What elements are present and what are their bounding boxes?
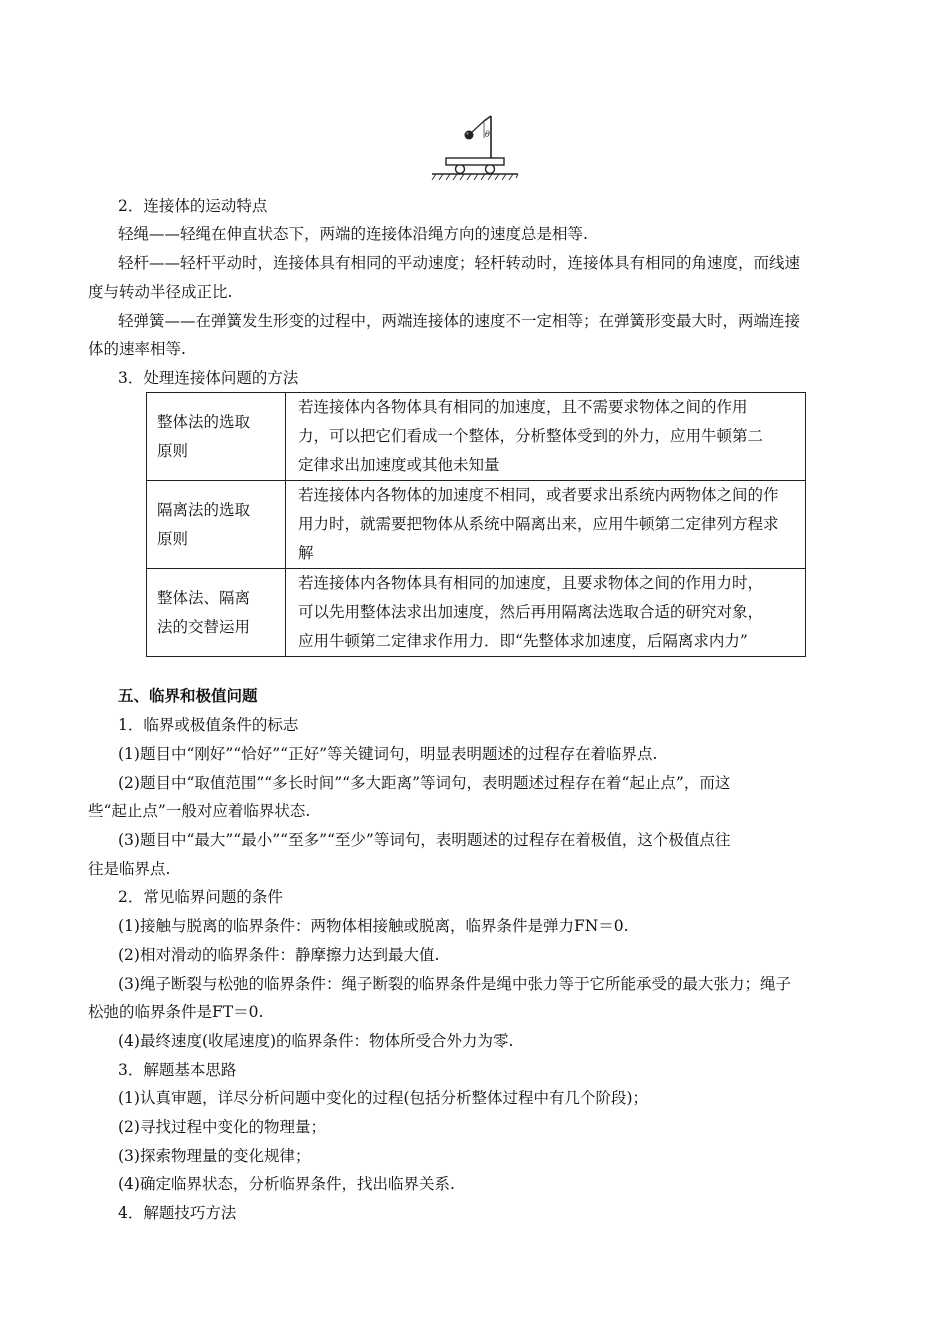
ground-hatch [432, 174, 518, 180]
theta-label: θ [485, 130, 490, 139]
table-row [147, 569, 806, 657]
pendulum-string [471, 121, 484, 133]
paragraph-condition-2: (2)相对滑动的临界条件：静摩擦力达到最大值. [118, 946, 440, 964]
table-cell-head: 整体法、隔离 法的交替运用 [147, 569, 286, 657]
paragraph-rod-line2: 度与转动半径成正比. [88, 283, 233, 301]
heading-methods: 3．处理连接体问题的方法 [118, 369, 299, 387]
pendulum-ball [465, 131, 474, 140]
paragraph-sign-3-line1: (3)题目中“最大”“最小”“至多”“至少”等词句，表明题述的过程存在着极值，这个极值点往 [118, 831, 731, 849]
table-row [147, 481, 806, 569]
heading-solution-approach: 3．解题基本思路 [118, 1061, 237, 1079]
heading-critical-signs: 1．临界或极值条件的标志 [118, 716, 299, 734]
heading-connect-features: 2．连接体的运动特点 [118, 197, 268, 215]
table-row [147, 393, 806, 481]
paragraph-condition-1: (1)接触与脱离的临界条件：两物体相接触或脱离，临界条件是弹力FN＝0. [118, 917, 629, 935]
table-cell-head: 隔离法的选取 原则 [147, 481, 286, 569]
methods-table [146, 392, 806, 657]
paragraph-sign-2-line2: 些“起止点”一般对应着临界状态. [88, 802, 311, 820]
paragraph-step-2: (2)寻找过程中变化的物理量； [118, 1118, 326, 1136]
cart-wheel-left [456, 165, 465, 174]
table-cell-body: 若连接体内各物体的加速度不相同，或者要求出系统内两物体之间的作 用力时，就需要把物体从系统中隔离出来，应用牛顿第二定律列方程求 解 [286, 481, 806, 569]
table-cell-head: 整体法的选取 原则 [147, 393, 286, 481]
paragraph-rope: 轻绳——轻绳在伸直状态下，两端的连接体沿绳方向的速度总是相等. [118, 225, 588, 243]
paragraph-sign-1: (1)题目中“刚好”“恰好”“正好”等关键词句，明显表明题述的过程存在着临界点. [118, 745, 658, 763]
paragraph-sign-3-line2: 往是临界点. [88, 860, 171, 878]
paragraph-rod-line1: 轻杆——轻杆平动时，连接体具有相同的平动速度；轻杆转动时，连接体具有相同的角速度，而线速 [118, 254, 801, 272]
paragraph-spring-line2: 体的速率相等. [88, 340, 186, 358]
cart-wheel-right [486, 165, 495, 174]
paragraph-step-4: (4)确定临界状态，分析临界条件，找出临界关系. [118, 1175, 455, 1193]
table-cell-body: 若连接体内各物体具有相同的加速度，且要求物体之间的作用力时， 可以先用整体法求出加速度，然后再用隔离法选取合适的研究对象， 应用牛顿第二定律求作用力．即“先整体求加速度，后隔离求内力” [286, 569, 806, 657]
paragraph-condition-3-line2: 松弛的临界条件是FT＝0. [88, 1003, 264, 1021]
paragraph-step-1: (1)认真审题，详尽分析问题中变化的过程(包括分析整体过程中有几个阶段)； [118, 1089, 649, 1107]
cart-body [446, 158, 504, 165]
cart-arm [484, 116, 491, 121]
paragraph-condition-4: (4)最终速度(收尾速度)的临界条件：物体所受合外力为零. [118, 1032, 514, 1050]
table-cell-body: 若连接体内各物体具有相同的加速度，且不需要求物体之间的作用 力，可以把它们看成一个整体，分析整体受到的外力，应用牛顿第二 定律求出加速度或其他未知量 [286, 393, 806, 481]
heading-techniques: 4．解题技巧方法 [118, 1204, 237, 1222]
paragraph-condition-3-line1: (3)绳子断裂与松弛的临界条件：绳子断裂的临界条件是绳中张力等于它所能承受的最大张力；绳子 [118, 975, 791, 993]
paragraph-spring-line1: 轻弹簧——在弹簧发生形变的过程中，两端连接体的速度不一定相等；在弹簧形变最大时，两端连接 [118, 312, 801, 330]
heading-common-conditions: 2．常见临界问题的条件 [118, 888, 283, 906]
paragraph-step-3: (3)探索物理量的变化规律； [118, 1147, 311, 1165]
section-title-critical: 五、临界和极值问题 [118, 686, 258, 705]
cart-pendulum-figure [430, 110, 520, 186]
paragraph-sign-2-line1: (2)题目中“取值范围”“多长时间”“多大距离”等词句，表明题述过程存在着“起止点”，而这 [118, 774, 731, 792]
